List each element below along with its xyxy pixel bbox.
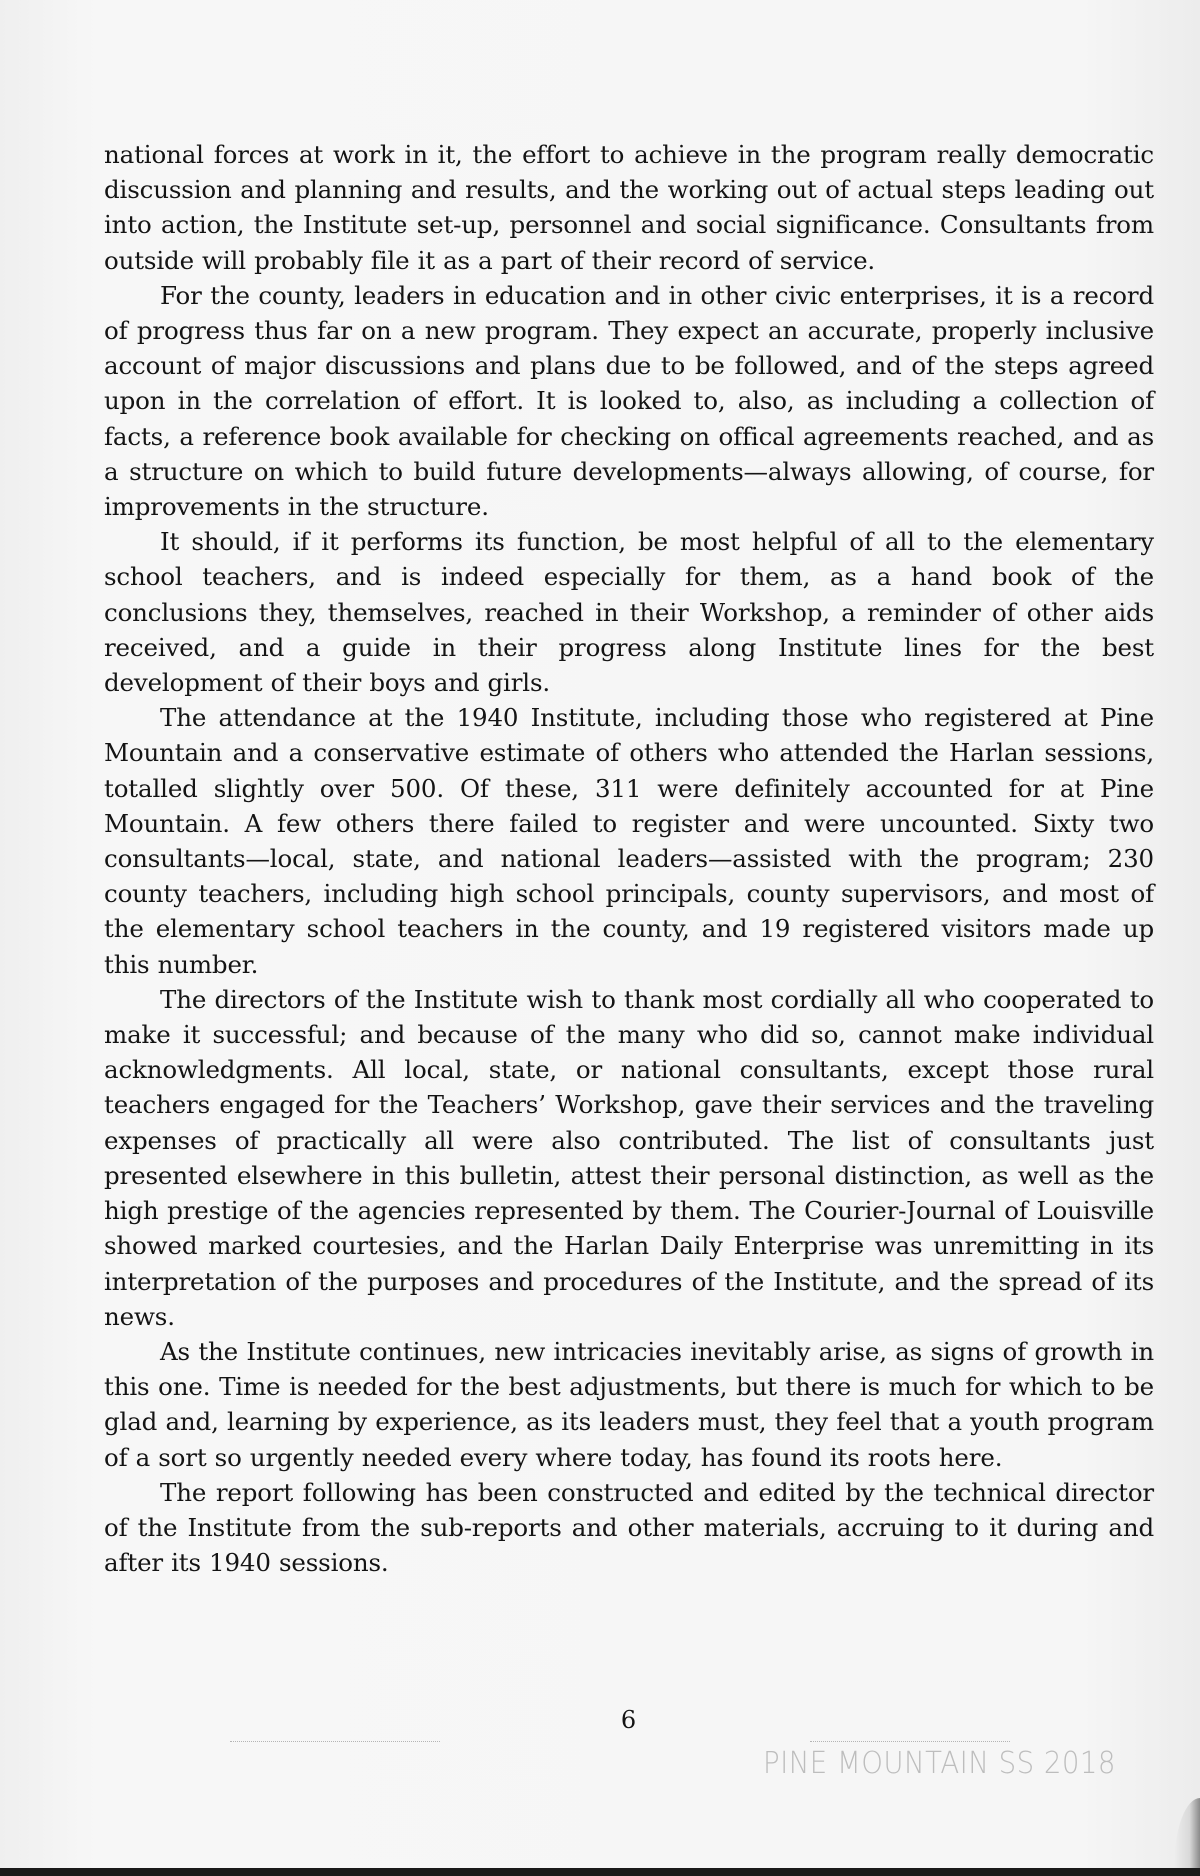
paragraph-report-note: The report following has been constructed and edited by the technical director of the Institute from the sub-reports and other materials, accruing to it during and after its 1940 sessions. <box>104 1477 1154 1578</box>
scan-bottom-edge <box>0 1868 1200 1876</box>
page-curl <box>1174 1798 1200 1868</box>
scan-artifact-left <box>230 1741 440 1744</box>
page-number: 6 <box>620 1706 637 1734</box>
watermark: PINE MOUNTAIN SS 2018 <box>763 1746 1116 1781</box>
paragraph-teachers-handbook: It should, if it performs its function, be most helpful of all to the elementary school teachers, and is indeed especially for them, as a hand book of the conclusions they, themselves, reached in their Workshop, a reminder of other aids received, and a guide in their progress along Institute lines for the best development of their boys and girls. <box>104 527 1154 698</box>
body-text <box>104 137 1154 1580</box>
scan-artifact-right <box>810 1741 1010 1744</box>
paragraph-county-leaders: For the county, leaders in education and in other civic enterprises, it is a record of progress thus far on a new program. They expect an accurate, properly inclusive account of major discussions and plans due to be followed, and of the steps agreed upon in the correlation of effort. It is looked to, also, as including a collection of facts, a reference book available for checking on offical agreements reached, and as a structure on which to build future developments—always allowing, of course, for improvements in the structure. <box>104 280 1154 522</box>
paragraph-continuation: national forces at work in it, the effort to achieve in the program really democratic discussion and planning and results, and the working out of actual steps leading out into action, the Institute set-up, personnel and social significance. Consultants from outside will probably file it as a part of their record of service. <box>104 140 1154 275</box>
paragraph-acknowledgments: The directors of the Institute wish to thank most cordially all who cooperated to make it successful; and because of the many who did so, cannot make individual acknowledgments. All local, state, or national consultants, except those rural teachers engaged for the Teachers’ Workshop, gave their services and the traveling expenses of practically all were also contributed. The list of consultants just presented elsewhere in this bulletin, attest their personal distinction, as well as the high prestige of the agencies represented by them. The Courier-Journal of Louisville showed marked courtesies, and the Harlan Daily Enterprise was unremitting in its interpretation of the purposes and procedures of the Institute, and the spread of its news. <box>104 984 1154 1331</box>
paragraph-growth: As the Institute continues, new intricacies inevitably arise, as signs of growth in this one. Time is needed for the best adjustments, but there is much for which to be glad and, learning by experience, as its leaders must, they feel that a youth program of a sort so urgently needed every where today, has found its roots here. <box>104 1336 1154 1472</box>
paragraph-attendance: The attendance at the 1940 Institute, including those who registered at Pine Mountain and a conservative estimate of others who attended the Harlan sessions, totalled slightly over 500. Of these, 311 were definitely accounted for at Pine Mountain. A few others there failed to register and were uncounted. Sixty two consultants—local, state, and national leaders—assisted with the program; 230 county teachers, including high school principals, county supervisors, and most of the elementary school teachers in the county, and 19 registered visitors made up this number. <box>104 703 1154 979</box>
